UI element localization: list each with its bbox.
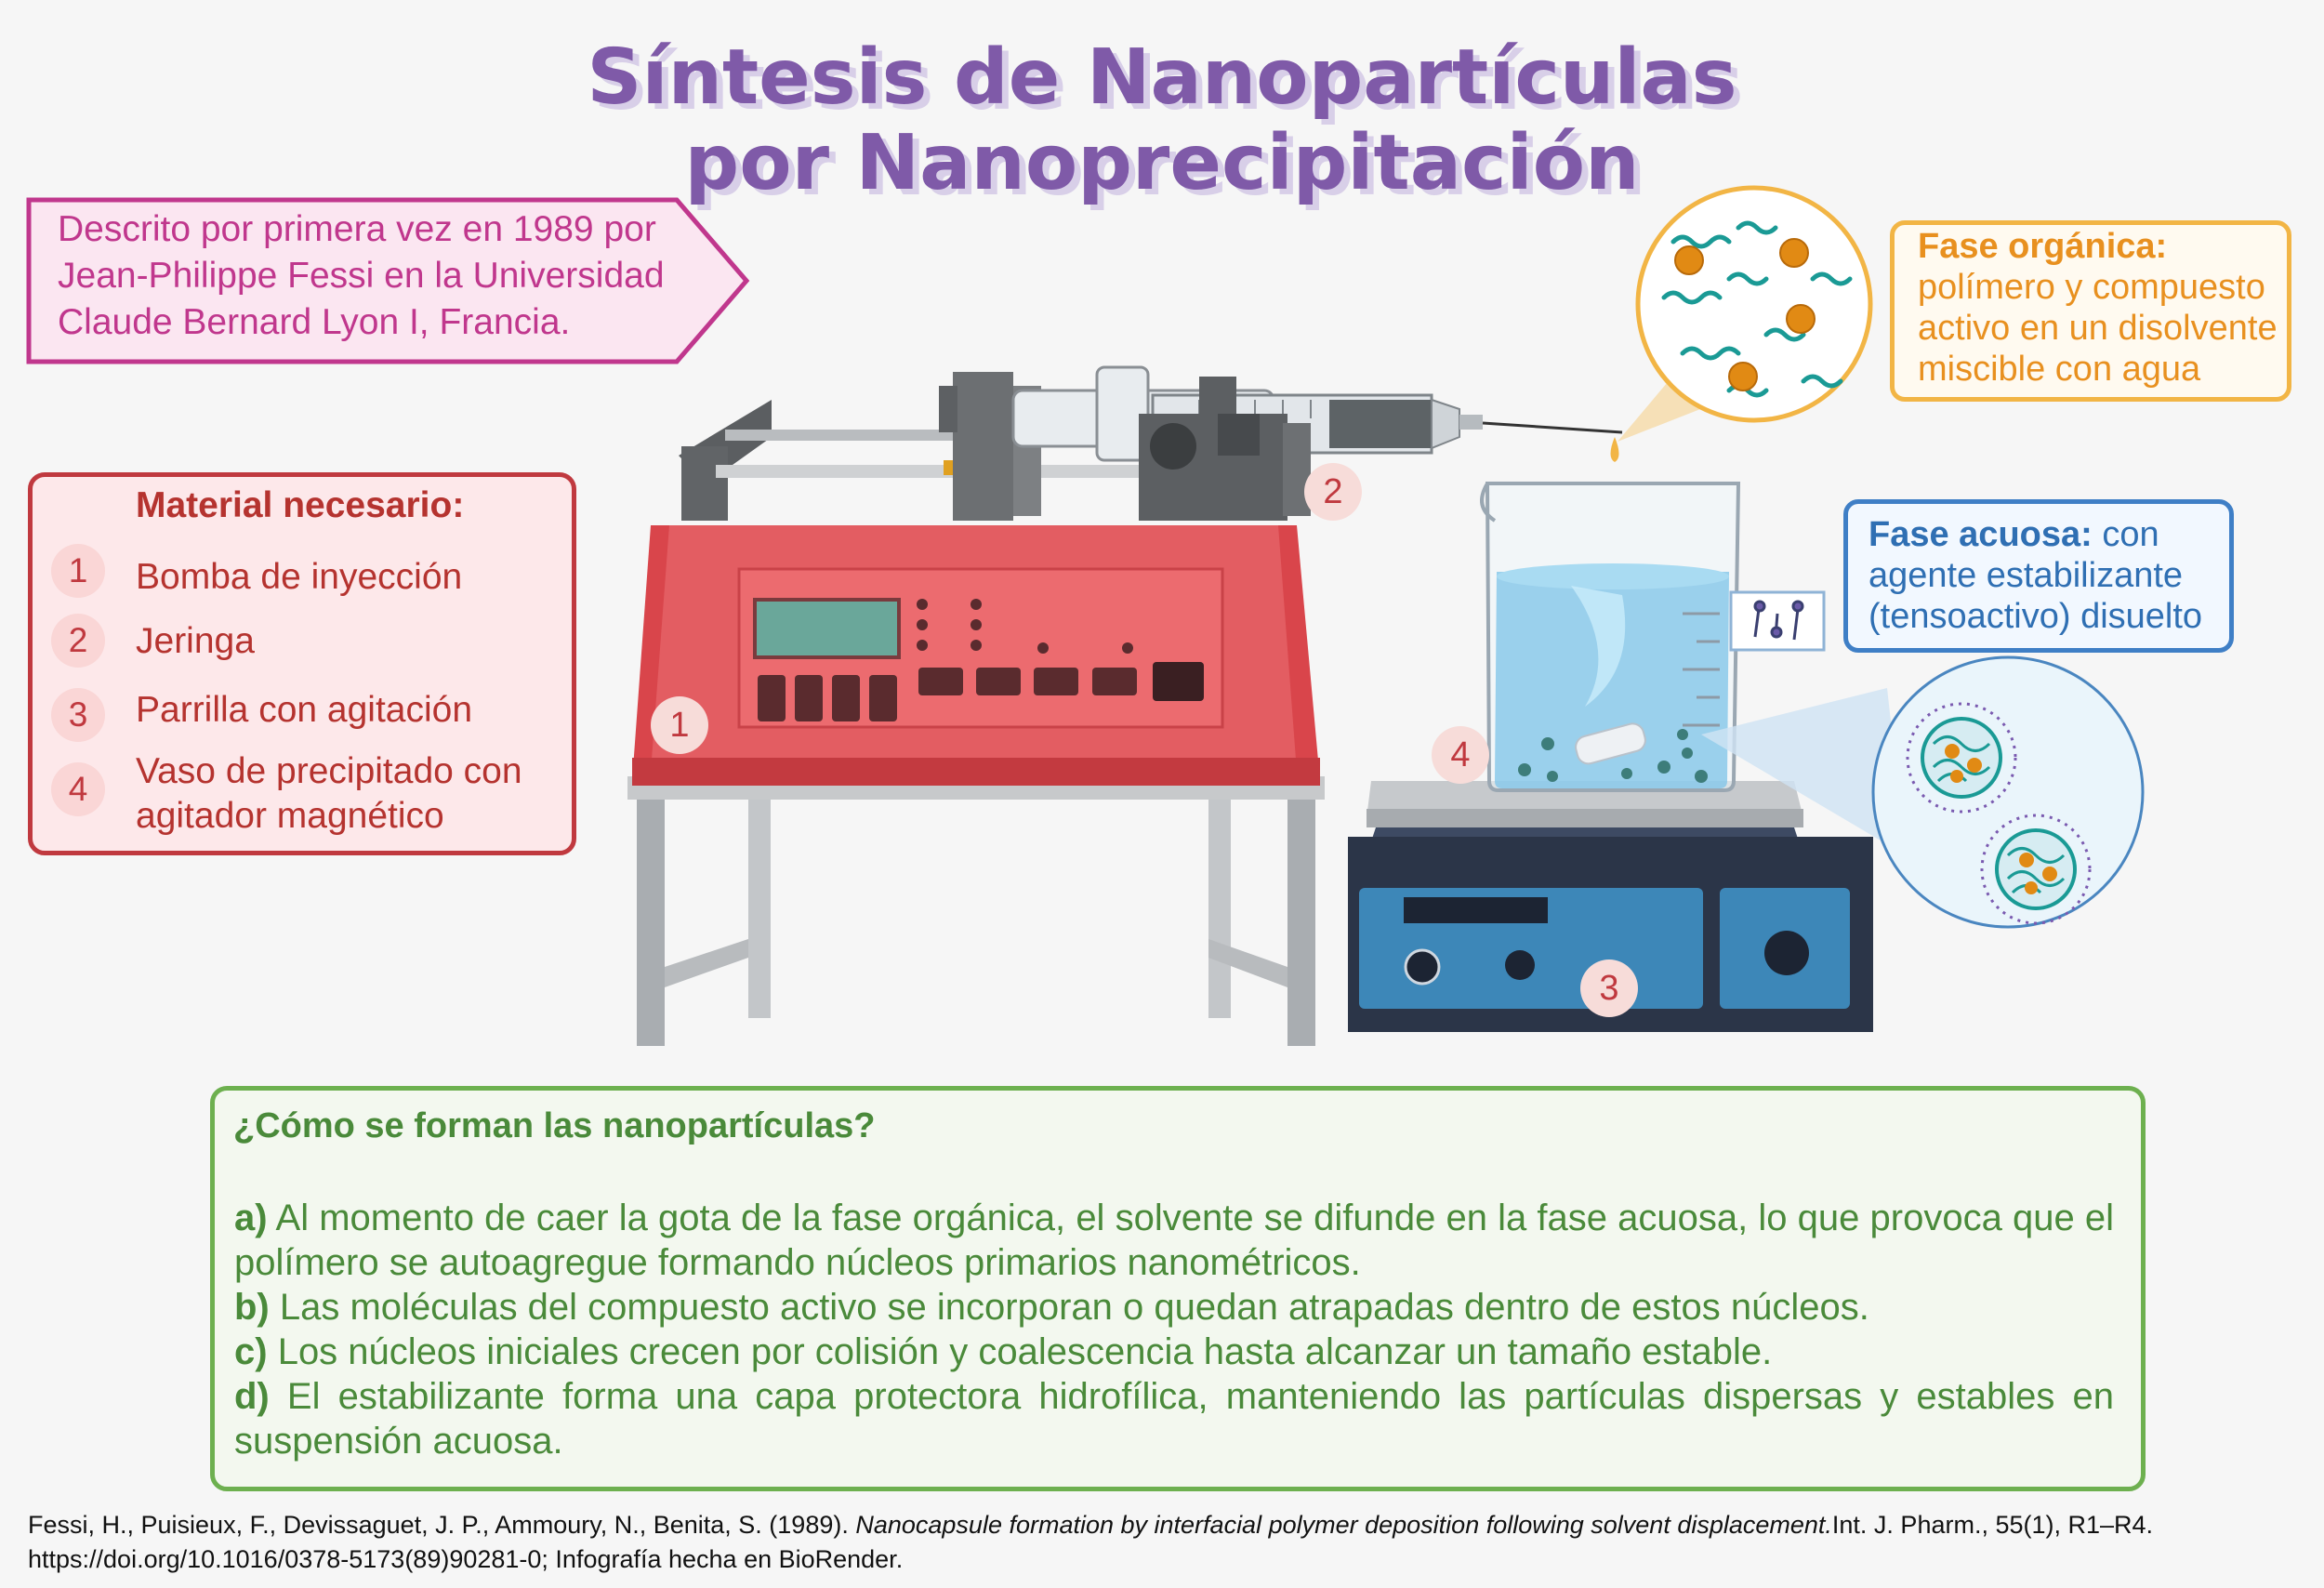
material-number-2: 2 xyxy=(51,614,105,668)
citation xyxy=(28,1508,2296,1577)
material-title: Material necesario: xyxy=(136,485,465,525)
how-step-a-label: a) xyxy=(234,1198,268,1238)
aqueous-phase-line-3: (tensoactivo) disuelto xyxy=(1868,597,2203,636)
how-title: ¿Cómo se forman las nanopartículas? xyxy=(233,1106,876,1145)
organic-phase-line-2: activo en un disolvente xyxy=(1918,309,2278,348)
aqueous-phase-title-rest: con xyxy=(2092,515,2159,554)
aqueous-phase-line-2: agente estabilizante xyxy=(1868,556,2184,595)
intro-line-1: Descrito por primera vez en 1989 por xyxy=(58,209,656,249)
citation-rest: Int. J. Pharm., 55(1), R1–R4. https://doi.org/10.1016/0378-5173(89)90281-0; Infografía hecha en BioRender. xyxy=(28,1511,2154,1573)
intro-line-2: Jean-Philippe Fessi en la Universidad xyxy=(58,256,665,296)
how-step-b-label: b) xyxy=(234,1287,270,1328)
how-step-a xyxy=(234,1196,2114,1285)
organic-phase-line-1: polímero y compuesto xyxy=(1918,268,2265,307)
material-item-4-line-2: agitador magnético xyxy=(136,796,444,836)
aqueous-phase-title: Fase acuosa: xyxy=(1868,515,2093,554)
intro-line-3: Claude Bernard Lyon I, Francia. xyxy=(58,302,571,342)
beaker-icon xyxy=(1482,437,1738,790)
title-line-2: por Nanoprecipitación xyxy=(684,119,1640,207)
surfactant-icon xyxy=(1731,592,1824,650)
material-item-1: Bomba de inyección xyxy=(136,557,463,597)
material-number-4: 4 xyxy=(51,762,105,816)
material-number-1: 1 xyxy=(51,544,105,598)
pump-badge: 1 xyxy=(651,696,708,754)
how-step-c-label: c) xyxy=(234,1331,268,1372)
beaker-badge: 4 xyxy=(1432,726,1489,784)
organic-phase-line-3: miscible con agua xyxy=(1918,350,2201,389)
citation-authors: Fessi, H., Puisieux, F., Devissaguet, J. P., Ammoury, N., Benita, S. (1989). xyxy=(28,1511,856,1539)
polymer-molecules-icon xyxy=(1618,188,1870,442)
material-number-3: 3 xyxy=(51,688,105,742)
how-step-a-text: Al momento de caer la gota de la fase orgánica, el solvente se difunde en la fase acuosa, lo que provoca que el polímero se autoagregue formando núcleos primarios nanométricos. xyxy=(234,1198,2114,1283)
syringe-icon xyxy=(1013,367,1622,460)
how-step-b-text: Las moléculas del compuesto activo se incorporan o quedan atrapadas dentro de estos núcleos. xyxy=(269,1287,1869,1328)
how-step-d xyxy=(234,1374,2114,1463)
material-item-3: Parrilla con agitación xyxy=(136,690,473,730)
citation-article: Nanocapsule formation by interfacial polymer deposition following solvent displacement. xyxy=(855,1511,1832,1539)
material-item-4-line-1: Vaso de precipitado con xyxy=(136,751,522,791)
material-item-2: Jeringa xyxy=(136,621,255,661)
syringe-badge: 2 xyxy=(1304,463,1362,521)
organic-phase-title: Fase orgánica: xyxy=(1918,227,2168,266)
how-step-c xyxy=(234,1330,2114,1374)
stirrer-badge: 3 xyxy=(1580,959,1638,1017)
how-step-d-label: d) xyxy=(234,1376,270,1417)
title-line-1: Síntesis de Nanopartículas xyxy=(587,33,1737,122)
how-body xyxy=(234,1196,2114,1463)
how-step-d-text: El estabilizante forma una capa protectora hidrofílica, manteniendo las partículas dispersas y estables en suspensión acuosa. xyxy=(234,1376,2114,1462)
how-step-c-text: Los núcleos iniciales crecen por colisión y coalescencia hasta alcanzar un tamaño estable. xyxy=(267,1331,1773,1372)
how-step-b xyxy=(234,1285,2114,1330)
